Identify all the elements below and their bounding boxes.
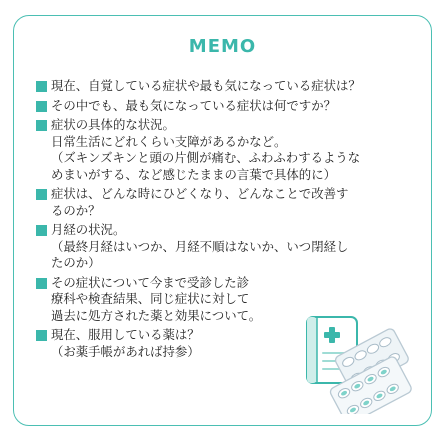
memo-item-line: （ズキンズキンと頭の片側が痛む、ふわふわするような xyxy=(51,150,361,165)
memo-item-line: 症状の具体的な状況。 xyxy=(51,117,175,132)
memo-item-line: その中でも、最も気になっている症状は何ですか？ xyxy=(51,97,336,113)
bullet-square-icon xyxy=(36,278,47,289)
bullet-square-icon xyxy=(36,81,47,92)
memo-item-line: るのか？ xyxy=(51,202,101,218)
memo-item-line: （最終月経はいつか、月経不順はないか、いつ閉経し xyxy=(51,238,349,254)
memo-item-line: 過去に処方された薬と効果について。 xyxy=(51,307,262,323)
memo-card xyxy=(13,15,432,426)
memo-item-worsen-improve xyxy=(35,186,427,219)
memo-item-most-concerning xyxy=(35,98,427,115)
memo-item-line: 現在、服用している薬は？ xyxy=(51,327,200,342)
bullet-square-icon xyxy=(36,189,47,200)
bullet-square-icon xyxy=(36,330,47,341)
memo-item-line: 月経の状況。 xyxy=(51,222,126,237)
memo-item-line: 症状は、どんな時にひどくなり、どんなことで改善す xyxy=(51,186,349,201)
bullet-square-icon xyxy=(36,120,47,131)
bullet-square-icon xyxy=(36,225,47,236)
memo-item-specific-situation xyxy=(35,117,427,183)
medicine-notebook-and-pills-icon xyxy=(299,309,417,414)
memo-item-menstruation xyxy=(35,222,427,272)
memo-item-current-symptoms xyxy=(35,78,427,95)
bullet-square-icon xyxy=(36,101,47,112)
memo-item-line: たのか） xyxy=(51,255,101,270)
memo-item-line: 現在、自覚している症状や最も気になっている症状は？ xyxy=(51,78,361,93)
memo-item-line: （お薬手帳があれば持参） xyxy=(51,343,200,359)
memo-item-line: めまいがする、など感じたままの言葉で具体的に） xyxy=(51,166,336,182)
memo-item-line: その症状について今まで受診した診 xyxy=(51,274,250,290)
memo-item-line: 日常生活にどれくらい支障があるかなど。 xyxy=(51,133,287,149)
memo-title: MEMO xyxy=(188,36,257,57)
memo-item-line: 療科や検査結果、同じ症状に対して xyxy=(51,291,250,306)
